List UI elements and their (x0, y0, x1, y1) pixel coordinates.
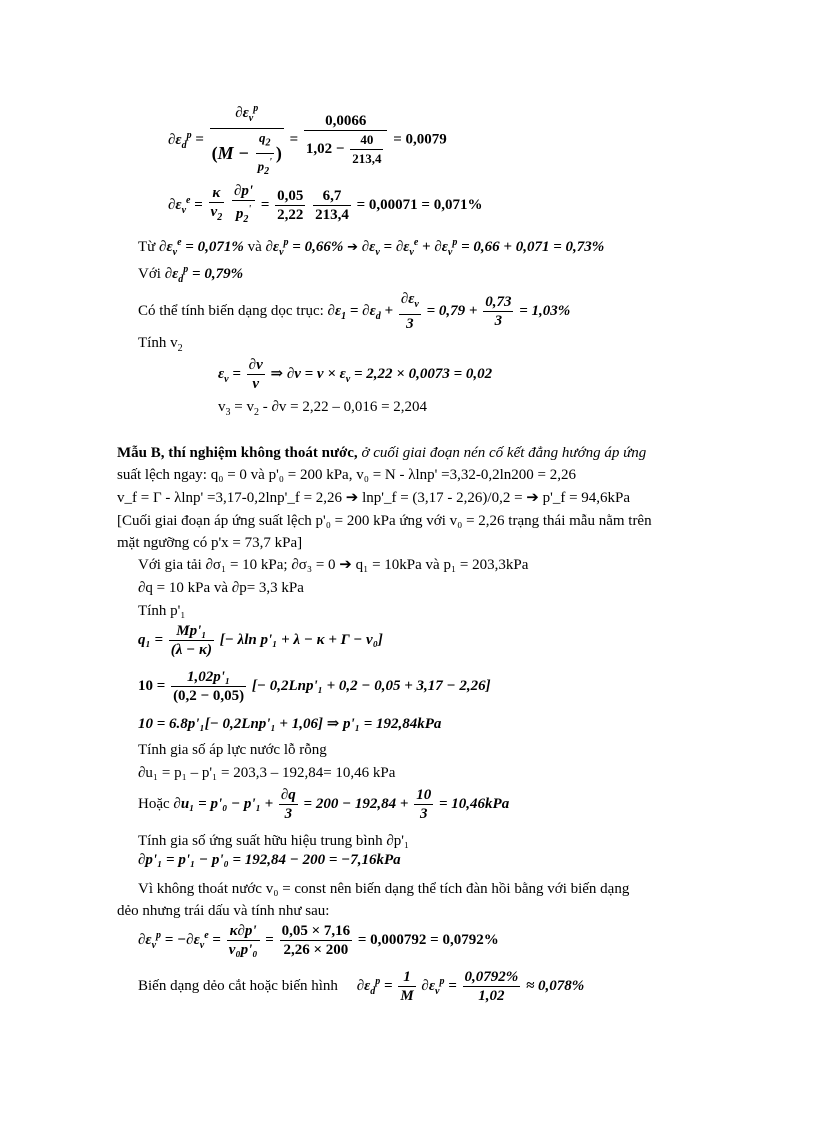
equation-hoac: Hoặc ∂u₁ = p'₀ − p'₁ + $\frac{\partial q}{3}$ = 200 − 192,84 + $\frac{10}{3}$ = 10,46kPa (138, 787, 510, 822)
text-line-10: ∂u₁ = p₁ – p'₁ = 203,3 – 192,84= 10,46 kPa (138, 765, 396, 781)
text-line-8: Tính p'₁ (138, 603, 186, 619)
text-line-voi: Với $\partial\varepsilon_d^p = 0,79\%$ (138, 264, 244, 285)
text-line-7: ∂q = 10 kPa và ∂p= 3,3 kPa (138, 580, 304, 596)
text-line-4: [Cuối giai đoạn áp ứng suất lệch p'₀ = 200 kPa ứng với v₀ = 2,26 trạng thái mẫu nằm trên (117, 513, 652, 529)
equation-dp1: ∂p'₁ = p'₁ − p'₀ = 192,84 − 200 = −7,16kPa (138, 852, 401, 868)
text-line-2: suất lệch ngay: q₀ = 0 và p'₀ = 200 kPa, v₀ = N - λlnp' =3,32-0,2ln200 = 2,26 (117, 467, 576, 483)
text-line-9: Tính gia số áp lực nước lỗ rỗng (138, 742, 327, 758)
text-line-6: Với gia tải ∂σ₁ = 10 kPa; ∂σ₃ = 0 ➔ q₁ = 10kPa và p₁ = 203,3kPa (138, 557, 529, 573)
text-line-13: dẻo nhưng trái dấu và tính như sau: (117, 903, 330, 919)
equation-specific-volume-change: $\varepsilon_v$ = $\frac{\partial v}{v}$ ⇒ $\partial v = v \times \varepsilon_v = 2,22 \times 0,0073 = 0,02$ (218, 357, 493, 392)
text-line-11: Tính gia số ứng suất hữu hiệu trung bình ∂p'₁ (138, 833, 410, 849)
equation-elastic-volumetric-strain: $\partial\varepsilon_v^e$ = $\frac{\kappa}{v_2}$ $\frac{\partial p'}{p_2'}$ = $\frac{0,05}{2,22}$ $\frac{6,7}{213,4}$ = 0,00071 = 0,071% (168, 183, 483, 225)
text-line-5: mặt ngưỡng có p'x = 73,7 kPa] (117, 535, 303, 551)
equation-q1: q₁ = $\frac{\text{Mp'₁}}{(\lambda - \kappa)}$ [− λln p'₁ + λ − κ + Γ − v₀] (138, 623, 383, 658)
text-line-12: Vì không thoát nước v₀ = const nên biến dạng thể tích đàn hồi bằng với biến dạng (138, 881, 630, 897)
text-line-tu: Từ $\partial\varepsilon_v^e = 0,071\%$ và $\partial\varepsilon_v^p = 0,66\%$ ➔ $\partial\varepsilon_v = \partial\varepsilon_v^e + \partial\varepsilon_v^p = 0,66 + 0,071 = 0,73\%$ (138, 237, 605, 258)
text-v3: $v_3 = v_2 - \partial v = 2,22 - 0,016 = 2,204$ (218, 399, 428, 418)
equation-shear-strain: $\partial\varepsilon_d^p$ = $\partial\varepsilon_v^p$ (M − $\frac{q_2}{p_2'}$ ) = 0,0066 1,02 − $\frac{40}{213,4}$ = 0,0079 (168, 100, 447, 181)
text-line-3: v_f = Γ - λlnp' =3,17-0,2lnp'_f = 2,26 ➔ lnp'_f = (3,17 - 2,26)/0,2 = ➔ p'_f = 94,6kPa (117, 490, 631, 506)
section-heading-sample-b: Mẫu B, thí nghiệm không thoát nước, ở cuối giai đoạn nén cố kết đẳng hướng áp ứng (117, 445, 647, 461)
equation-plastic-shear-strain: Biến dạng dẻo cắt hoặc biến hình $\partial\varepsilon_d^p$ = $\frac{1}{M}$ $\partial\varepsilon_v^p$ = $\frac{0,0792\%}{1,02}$ ≈ 0,078% (138, 969, 585, 1004)
equation-plastic-volumetric-strain: $\partial\varepsilon_v^p = -\partial\varepsilon_v^e$ = $\frac{\kappa\partial p'}{\text{v₀p'₀}}$ = $\frac{0,05 \times 7,16}{2,26 \times 200}$ = 0,000792 = 0,0792% (138, 923, 499, 958)
equation-10-a: 10 = $\frac{\text{1,02p'₁}}{(0,2 - 0,05)}$ [− 0,2Lnp'₁ + 0,2 − 0,05 + 3,17 − 2,26] (138, 669, 491, 704)
text-line-axial-strain: Có thể tính biến dạng dọc trục: $\partial\varepsilon_1 = \partial\varepsilon_d$ + $\frac{\partial\varepsilon_v}{3}$ = 0,79 + $\frac{0,73}{3}$ = 1,03% (138, 291, 571, 332)
text-tinh-v2: Tính $v_2$ (138, 335, 183, 354)
equation-10-b: 10 = 6.8p'₁[− 0,2Lnp'₁ + 1,06] ⇒ p'₁ = 192,84kPa (138, 716, 442, 732)
